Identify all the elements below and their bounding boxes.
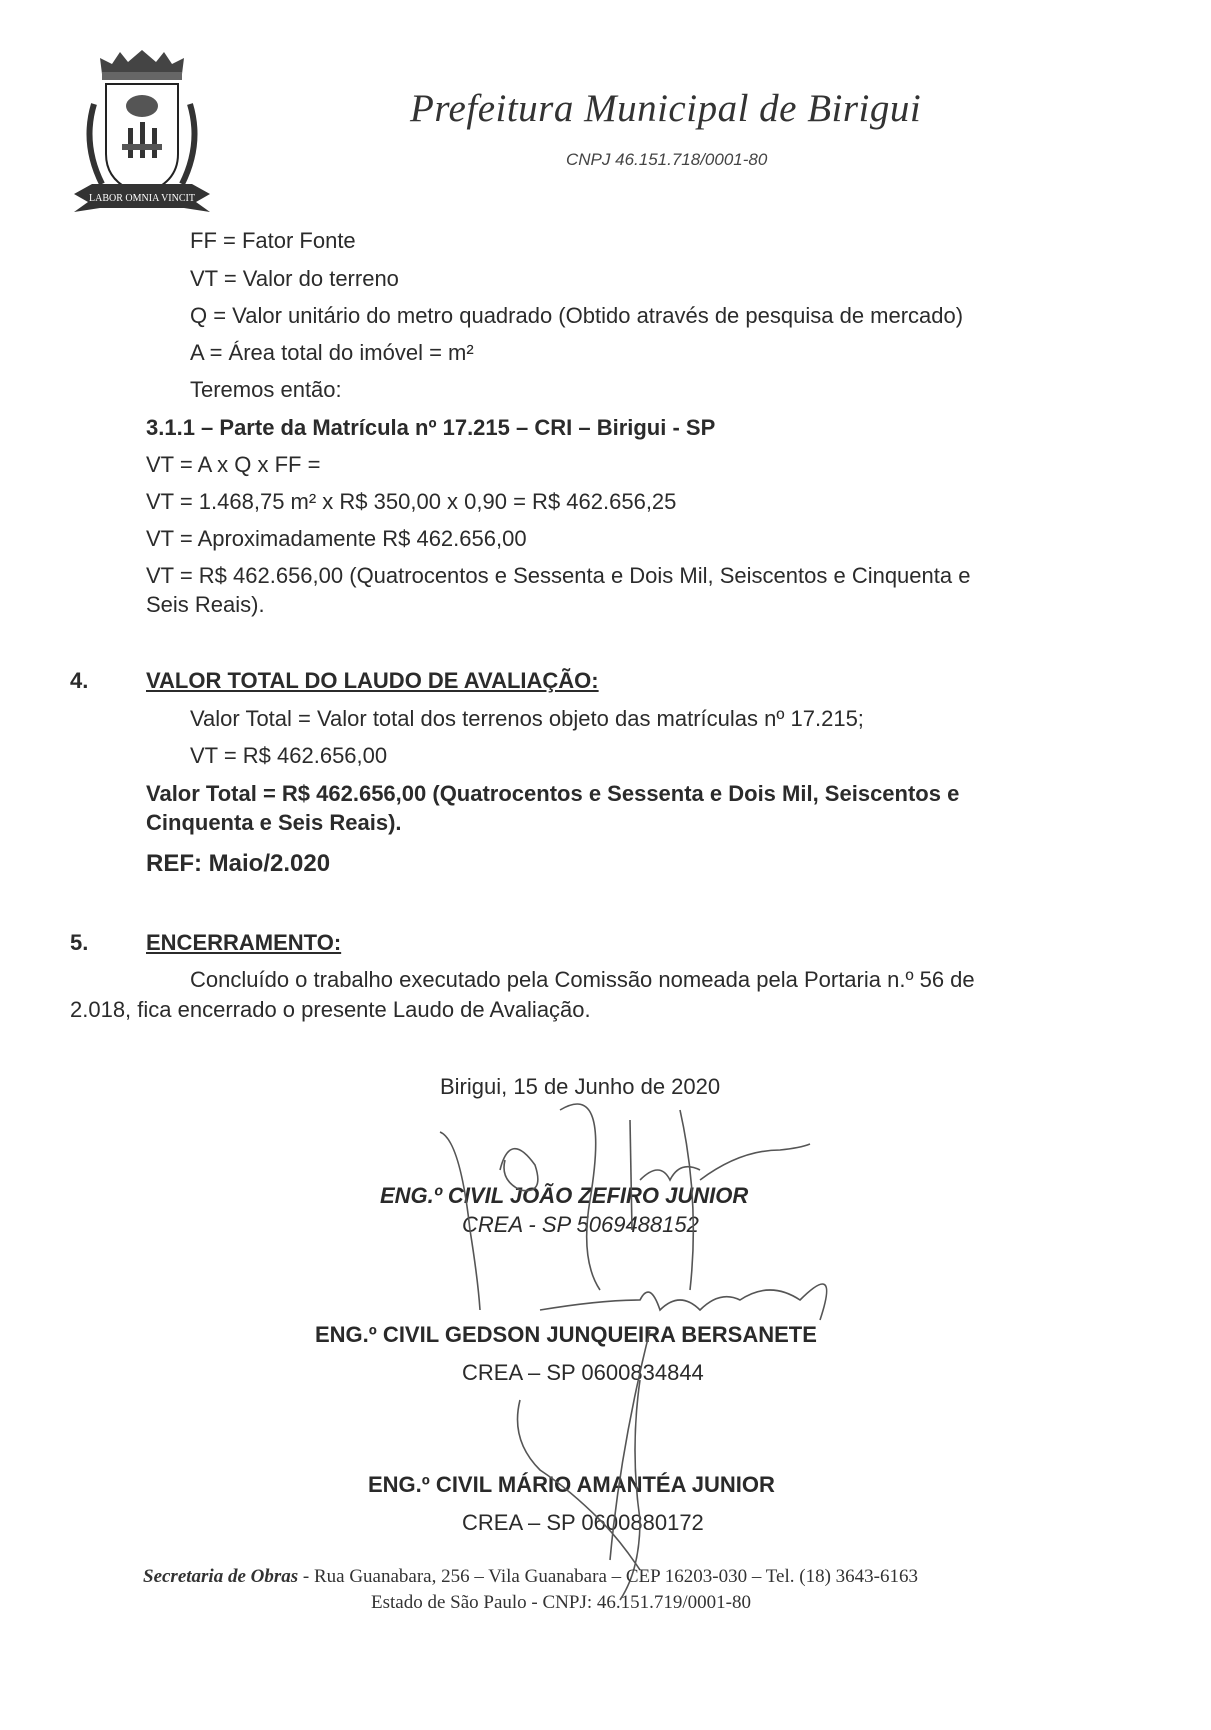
approx-line: VT = Aproximadamente R$ 462.656,00	[146, 526, 527, 551]
legend-ff: FF = Fator Fonte	[190, 228, 356, 253]
footer-dept: Secretaria de Obras	[143, 1566, 299, 1587]
legend-vt: VT = Valor do terreno	[190, 266, 399, 291]
signatory-3-name: ENG.º CIVIL MÁRIO AMANTÉA JUNIOR	[368, 1472, 775, 1497]
reference-date: REF: Maio/2.020	[146, 850, 331, 877]
formula-line: VT = A x Q x FF =	[146, 452, 321, 477]
signatory-1-crea: CREA - SP 5069488152	[462, 1212, 699, 1237]
legend-a: A = Área total do imóvel = m²	[190, 340, 474, 365]
value-words-line-2: Seis Reais).	[146, 592, 265, 617]
closing-line-2: 2.018, fica encerrado o presente Laudo de Avaliação.	[70, 997, 591, 1022]
value-words-line-1: VT = R$ 462.656,00 (Quatrocentos e Sessenta e Dois Mil, Seiscentos e Cinquenta e	[146, 563, 971, 588]
calculation-line: VT = 1.468,75 m² x R$ 350,00 x 0,90 = R$ 462.656,25	[146, 489, 677, 514]
crest-icon	[72, 44, 212, 219]
footer-address-line	[143, 1566, 918, 1588]
section-4-line-1: Valor Total = Valor total dos terrenos objeto das matrículas nº 17.215;	[190, 706, 864, 731]
header-cnpj: CNPJ 46.151.718/0001-80	[566, 150, 768, 169]
signatory-2-crea: CREA – SP 0600834844	[462, 1360, 704, 1385]
legend-q: Q = Valor unitário do metro quadrado (Obtido através de pesquisa de mercado)	[190, 303, 964, 328]
section-4-number: 4.	[70, 668, 89, 693]
footer-address: - Rua Guanabara, 256 – Vila Guanabara – CEP 16203-030 – Tel. (18) 3643-6163	[298, 1566, 918, 1587]
section-5-heading: ENCERRAMENTO:	[146, 930, 342, 955]
municipal-crest-logo	[72, 44, 212, 219]
section-4-heading: VALOR TOTAL DO LAUDO DE AVALIAÇÃO:	[146, 668, 599, 693]
section-4-line-2: VT = R$ 462.656,00	[190, 743, 388, 768]
total-value-line-1: Valor Total = R$ 462.656,00 (Quatrocentos e Sessenta e Dois Mil, Seiscentos e	[146, 781, 960, 806]
signature-1-stroke	[700, 1144, 810, 1180]
closing-line-1: Concluído o trabalho executado pela Comissão nomeada pela Portaria n.º 56 de	[190, 967, 975, 992]
signatory-3-crea: CREA – SP 0600880172	[462, 1510, 704, 1535]
page-title: Prefeitura Municipal de Birigui	[410, 87, 922, 130]
signatory-1-name: ENG.º CIVIL JOÃO ZEFIRO JUNIOR	[380, 1183, 749, 1208]
date-line: Birigui, 15 de Junho de 2020	[440, 1074, 721, 1099]
signature-1-stroke	[640, 1167, 700, 1180]
svg-text:LABOR OMNIA VINCIT: LABOR OMNIA VINCIT	[89, 193, 195, 204]
signatory-2-name: ENG.º CIVIL GEDSON JUNQUEIRA BERSANETE	[315, 1322, 817, 1347]
total-value-line-2: Cinquenta e Seis Reais).	[146, 810, 402, 835]
section-5-number: 5.	[70, 930, 89, 955]
section-311-heading: 3.1.1 – Parte da Matrícula nº 17.215 – CRI – Birigui - SP	[146, 415, 716, 440]
signature-2-stroke	[540, 1284, 827, 1320]
legend-then: Teremos então:	[190, 377, 342, 402]
footer-cnpj: Estado de São Paulo - CNPJ: 46.151.719/0001-80	[371, 1592, 751, 1613]
